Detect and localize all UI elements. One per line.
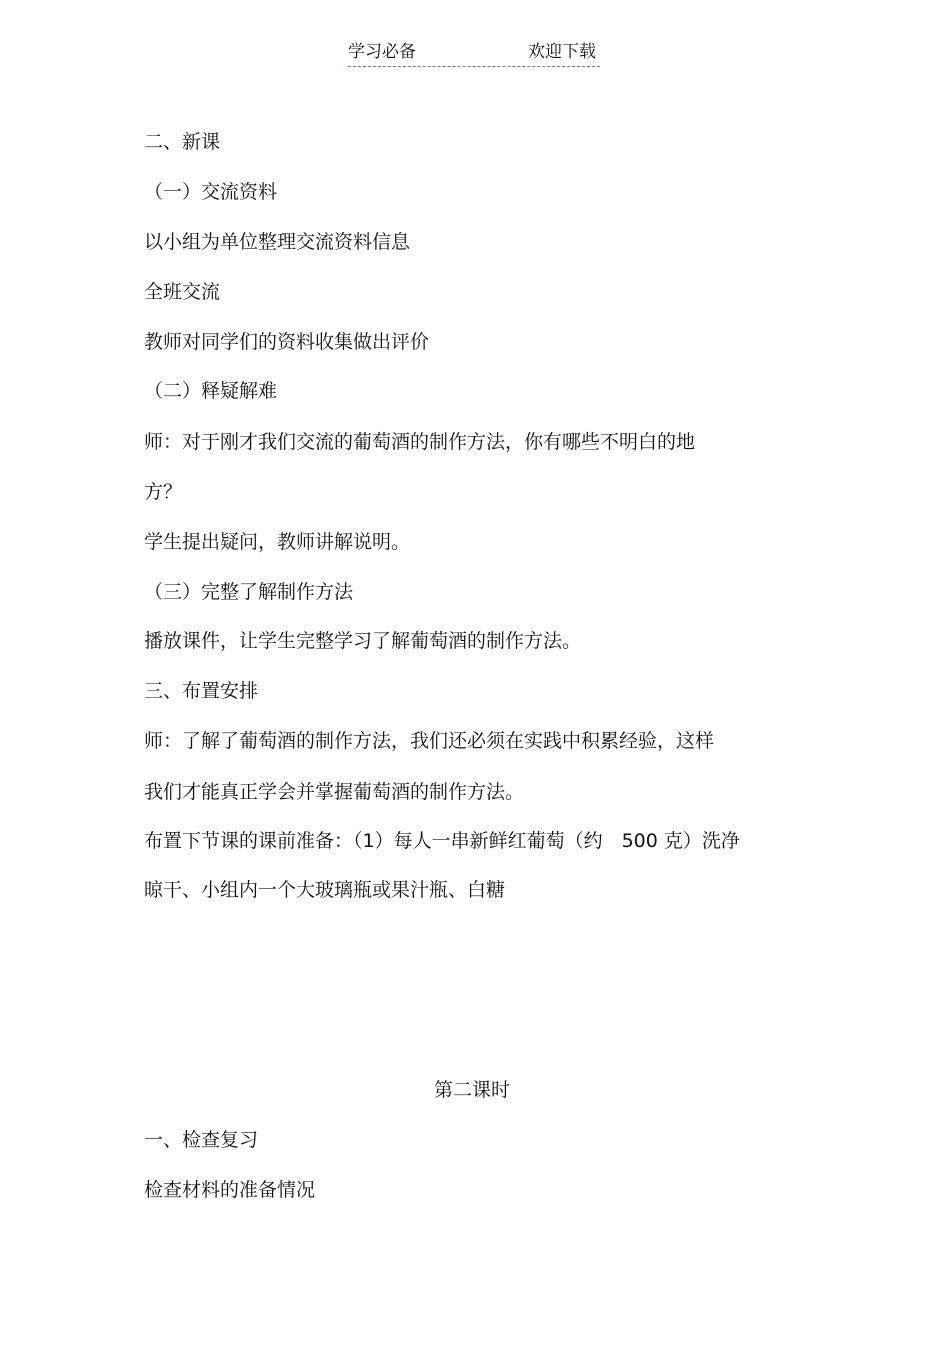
paragraph-line: 以小组为单位整理交流资料信息 [144, 231, 411, 253]
heading-review: 一、检查复习 [144, 1129, 259, 1151]
paragraph-line: 我们才能真正学会并掌握葡萄酒的制作方法。 [144, 781, 525, 803]
subheading-exchange: （一）交流资料 [144, 181, 278, 203]
page-header [348, 40, 600, 67]
header-right-text: 欢迎下载 [528, 42, 596, 62]
paragraph-line: 全班交流 [144, 281, 221, 303]
paragraph-line: 布置下节课的课前准备：（1）每人一串新鲜红葡萄（约 500 克）洗净 [144, 830, 740, 852]
header-left-text: 学习必备 [348, 42, 416, 62]
paragraph-line: 学生提出疑问，教师讲解说明。 [144, 531, 411, 553]
section-title: 第二课时 [433, 1079, 510, 1101]
subheading-qa: （二）释疑解难 [144, 380, 278, 402]
paragraph-line: 教师对同学们的资料收集做出评价 [144, 331, 430, 353]
paragraph-line: 检查材料的准备情况 [144, 1179, 316, 1201]
heading-arrangement: 三、布置安排 [144, 680, 259, 702]
paragraph-line: 师：了解了葡萄酒的制作方法，我们还必须在实践中积累经验，这样 [144, 730, 715, 752]
heading-new-lesson: 二、新课 [144, 131, 221, 153]
paragraph-line: 方？ [144, 481, 183, 503]
paragraph-line: 师：对于刚才我们交流的葡萄酒的制作方法，你有哪些不明白的地 [144, 431, 696, 453]
paragraph-line: 晾干、小组内一个大玻璃瓶或果汁瓶、白糖 [144, 879, 506, 901]
paragraph-line: 播放课件，让学生完整学习了解葡萄酒的制作方法。 [144, 630, 582, 652]
subheading-method: （三）完整了解制作方法 [144, 581, 354, 603]
